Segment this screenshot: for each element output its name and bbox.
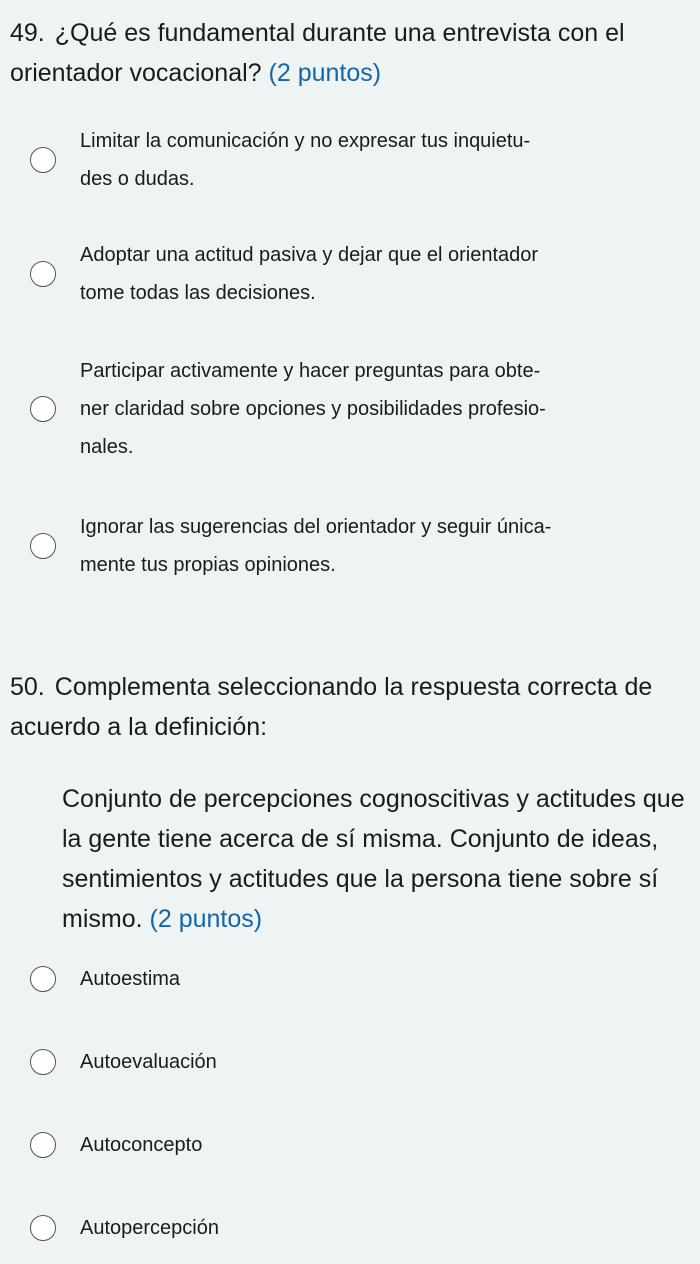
radio-button-icon[interactable] [30, 533, 56, 559]
q49-option-4[interactable] [30, 508, 690, 584]
question-50-number: 50. [10, 673, 45, 701]
question-50-text: Complementa seleccionando la respuesta correcta de acuerdo a la definición: [10, 673, 653, 741]
radio-button-icon[interactable] [30, 966, 56, 992]
question-50-points: (2 puntos) [149, 905, 263, 933]
q49-option-3-label: Participar activamente y hacer preguntas para obte- ner claridad sobre opciones y posibilidades profesio- nales. [80, 360, 546, 458]
question-50-heading [10, 667, 690, 747]
q50-option-3-label: Autoconcepto [80, 1134, 203, 1156]
q49-option-3[interactable] [30, 352, 690, 466]
question-49-number: 49. [10, 19, 45, 47]
radio-button-icon[interactable] [30, 1132, 56, 1158]
q50-option-2-label: Autoevaluación [80, 1051, 217, 1073]
radio-button-icon[interactable] [30, 396, 56, 422]
radio-button-icon[interactable] [30, 147, 56, 173]
q50-option-autoevaluacion[interactable] [30, 1043, 690, 1081]
q50-option-1-label: Autoestima [80, 968, 181, 990]
question-50-definition [62, 779, 696, 939]
question-49-points: (2 puntos) [268, 59, 382, 87]
q50-option-autoconcepto[interactable] [30, 1126, 690, 1164]
q49-option-2[interactable] [30, 236, 690, 312]
radio-button-icon[interactable] [30, 1215, 56, 1241]
q49-option-2-label: Adoptar una actitud pasiva y dejar que el orientador tome todas las decisiones. [80, 244, 539, 304]
radio-button-icon[interactable] [30, 261, 56, 287]
q50-option-4-label: Autopercepción [80, 1217, 219, 1239]
q49-option-1-label: Limitar la comunicación y no expresar tus inquietu- des o dudas. [80, 130, 531, 190]
q50-option-autoestima[interactable] [30, 960, 690, 998]
radio-button-icon[interactable] [30, 1049, 56, 1075]
q50-option-autopercepcion[interactable] [30, 1209, 690, 1247]
q49-option-1[interactable] [30, 122, 690, 198]
question-49-text: ¿Qué es fundamental durante una entrevista con el orientador vocacional? [10, 19, 625, 87]
question-49-heading [10, 13, 690, 93]
definition-text: Conjunto de percepciones cognoscitivas y actitudes que la gente tiene acerca de sí misma. Conjunto de ideas, sentimientos y actitudes que la persona tiene sobre sí mismo. [62, 785, 685, 933]
q49-option-4-label: Ignorar las sugerencias del orientador y seguir única- mente tus propias opiniones. [80, 516, 552, 576]
